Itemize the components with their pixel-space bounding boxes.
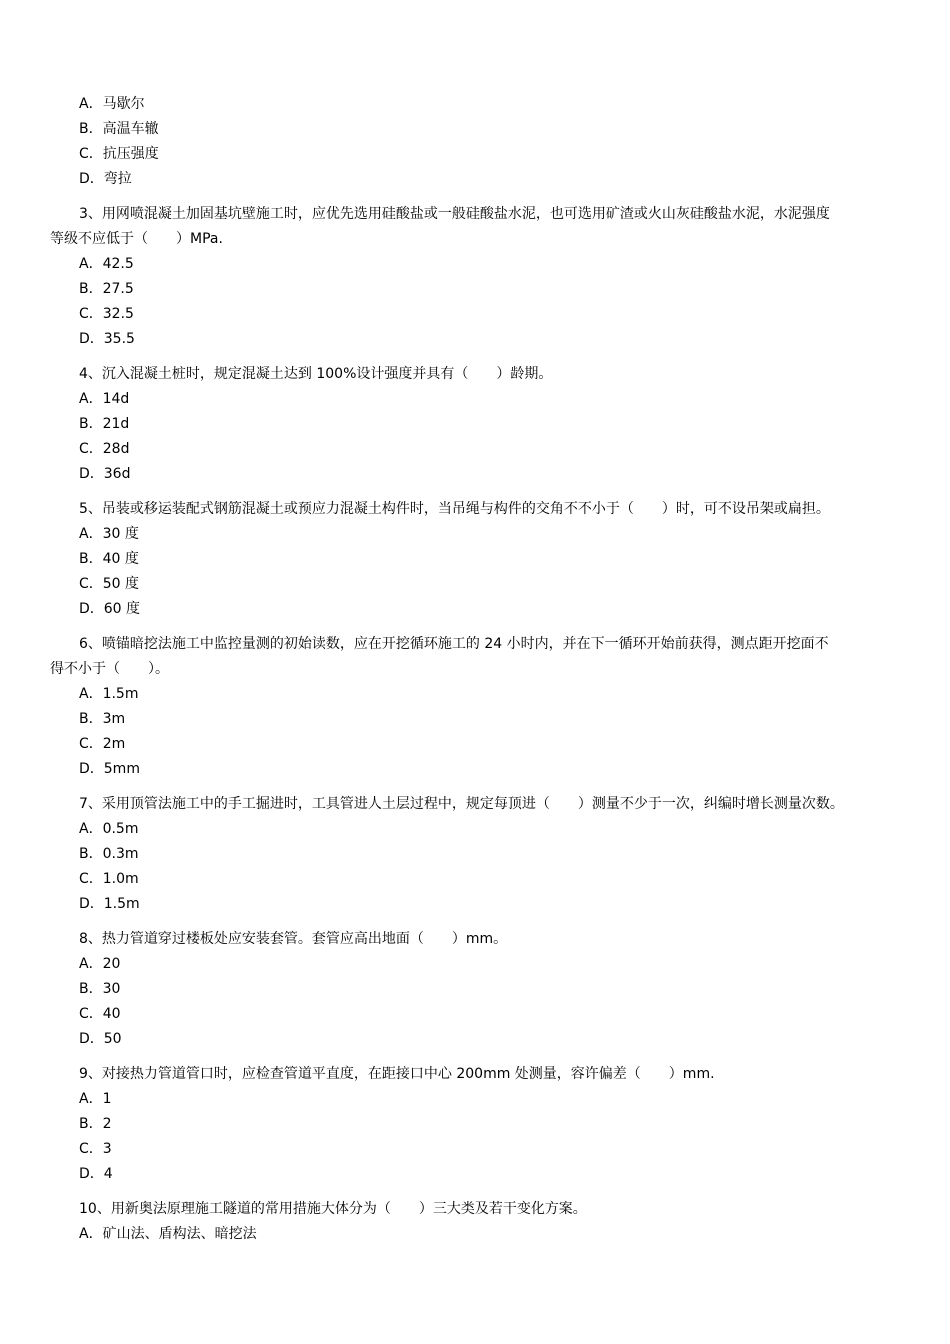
question-text: 5、吊装或移运装配式钢筋混凝土或预应力混凝土构件时，当吊绳与构件的交角不不小于（ ）时，可不设吊架或扁担。 [79,501,830,517]
option-a: A．马歇尔 [79,96,145,112]
option-c: C．32.5 [79,306,134,322]
option-b: B．21d [79,416,130,432]
question-text-continued: 等级不应低于（ ）MPa. [50,231,223,247]
option-b: B．3m [79,711,126,727]
option-b: B．40 度 [79,551,139,567]
option-d: D．35.5 [79,331,135,347]
question-7 [0,792,950,917]
question-9 [0,1062,950,1187]
option-a: A．30 度 [79,526,139,542]
option-b: B．高温车辙 [79,121,159,137]
option-c: C．3 [79,1141,112,1157]
question-text: 6、喷锚暗挖法施工中监控量测的初始读数，应在开挖循环施工的 24 小时内，并在下一循环开始前获得，测点距开挖面不 [79,636,829,652]
option-d: D．50 [79,1031,122,1047]
option-d: D．5mm [79,761,140,777]
option-c: C．2m [79,736,126,752]
option-a: A．20 [79,956,121,972]
question-text: 9、对接热力管道管口时，应检查管道平直度，在距接口中心 200mm 处测量，容许偏差（ ）mm. [79,1066,715,1082]
option-c: C．1.0m [79,871,139,887]
option-d: D．4 [79,1166,113,1182]
option-a: A．1.5m [79,686,139,702]
option-b: B．27.5 [79,281,134,297]
option-c: C．28d [79,441,130,457]
question-text: 3、用网喷混凝土加固基坑壁施工时，应优先选用硅酸盐或一般硅酸盐水泥，也可选用矿渣或火山灰硅酸盐水泥，水泥强度 [79,206,830,222]
option-d: D．1.5m [79,896,140,912]
option-a: A．矿山法、盾构法、暗挖法 [79,1226,257,1242]
option-a: A．14d [79,391,130,407]
leading-options [0,92,950,192]
option-d: D．36d [79,466,131,482]
question-text-continued: 得不小于（ ）。 [50,661,169,677]
question-8 [0,927,950,1052]
question-4 [0,362,950,487]
option-d: D．60 度 [79,601,141,617]
question-5 [0,497,950,622]
option-b: B．0.3m [79,846,139,862]
option-b: B．30 [79,981,121,997]
option-d: D．弯拉 [79,171,132,187]
question-text: 8、热力管道穿过楼板处应安装套管。套管应高出地面（ ）mm。 [79,931,508,947]
question-text: 7、采用顶管法施工中的手工掘进时，工具管进人土层过程中，规定每顶进（ ）测量不少于一次，纠编时增长测量次数。 [79,796,844,812]
option-c: C．抗压强度 [79,146,159,162]
question-3 [0,202,950,352]
question-text: 10、用新奥法原理施工隧道的常用措施大体分为（ ）三大类及若干变化方案。 [79,1201,587,1217]
question-6 [0,632,950,782]
option-a: A．1 [79,1091,112,1107]
question-10 [0,1197,950,1247]
option-a: A．42.5 [79,256,134,272]
option-a: A．0.5m [79,821,139,837]
question-text: 4、沉入混凝土桩时，规定混凝土达到 100%设计强度并具有（ ）龄期。 [79,366,553,382]
option-c: C．50 度 [79,576,140,592]
option-b: B．2 [79,1116,112,1132]
option-c: C．40 [79,1006,121,1022]
document-page [0,92,950,1247]
